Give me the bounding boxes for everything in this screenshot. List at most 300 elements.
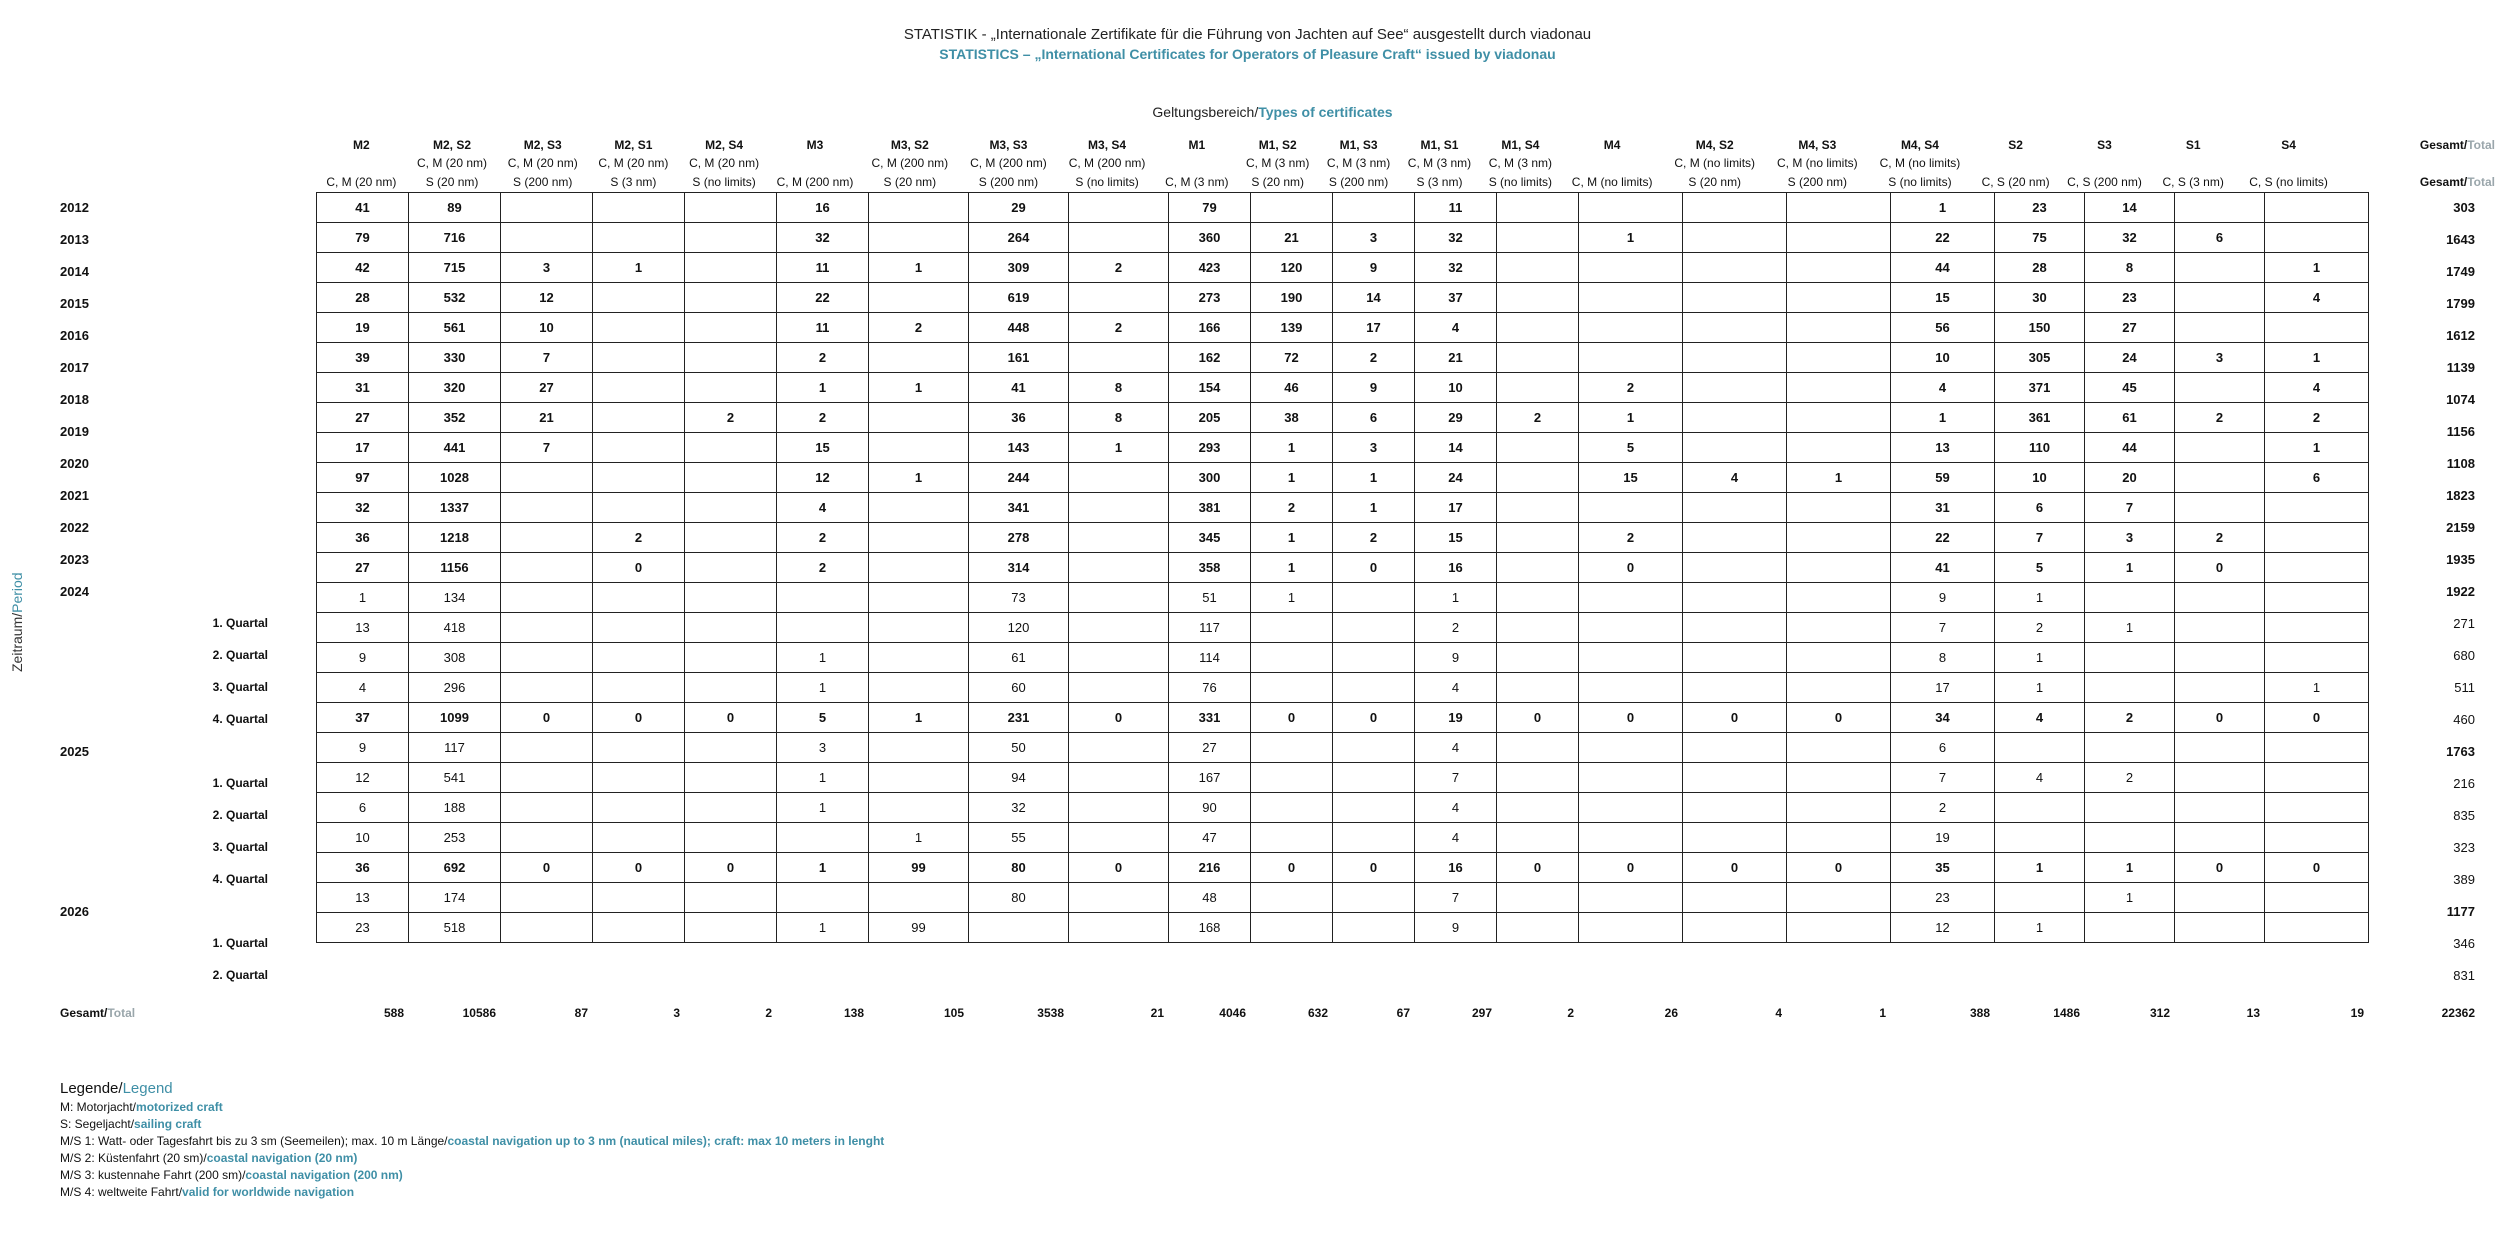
table-cell: 352 — [409, 403, 501, 433]
table-cell: 9 — [1333, 253, 1415, 283]
column-motor-range: C, M (3 nm) — [1407, 156, 1472, 170]
table-cell: 16 — [1415, 853, 1497, 883]
table-cell — [1069, 223, 1169, 253]
table-cell — [1683, 313, 1787, 343]
year-row — [317, 703, 2369, 733]
table-cell — [1683, 733, 1787, 763]
quarter-row — [317, 673, 2369, 703]
quarter-label: 3. Quartal — [212, 840, 268, 854]
table-cell — [1579, 763, 1683, 793]
table-cell — [2085, 643, 2175, 673]
table-cell — [1579, 643, 1683, 673]
table-cell: 5 — [777, 703, 869, 733]
table-cell — [869, 763, 969, 793]
column-motor-range — [316, 154, 407, 172]
table-cell: 31 — [317, 373, 409, 403]
table-cell — [1069, 673, 1169, 703]
column-code: M4, S4 — [1900, 138, 1939, 152]
table-cell: 97 — [317, 463, 409, 493]
table-cell — [1579, 673, 1683, 703]
table-cell — [593, 193, 685, 223]
table-cell — [1787, 403, 1891, 433]
table-cell: 1 — [2085, 853, 2175, 883]
table-cell — [685, 613, 777, 643]
table-cell — [1333, 583, 1415, 613]
table-cell: 619 — [969, 283, 1069, 313]
table-cell: 1 — [1251, 433, 1333, 463]
table-cell: 715 — [409, 253, 501, 283]
table-cell: 17 — [317, 433, 409, 463]
table-cell — [1579, 913, 1683, 943]
column-motor-range: C, M (200 nm) — [1068, 156, 1146, 170]
table-cell: 216 — [1169, 853, 1251, 883]
table-cell — [1995, 793, 2085, 823]
column-motor-range: C, M (200 nm) — [871, 156, 949, 170]
table-cell: 1 — [1891, 193, 1995, 223]
table-cell — [2265, 613, 2369, 643]
table-cell: 541 — [409, 763, 501, 793]
table-cell: 1 — [1333, 493, 1415, 523]
table-cell: 22 — [1891, 523, 1995, 553]
title-english: STATISTICS – „International Certificates for Operators of Pleasure Craft“ issued by viadonau — [939, 46, 1556, 62]
table-cell — [593, 493, 685, 523]
table-cell: 27 — [2085, 313, 2175, 343]
column-motor-range: C, M (no limits) — [1777, 156, 1858, 170]
table-cell: 75 — [1995, 223, 2085, 253]
table-cell: 518 — [409, 913, 501, 943]
legend-item-de: M/S 2: Küstenfahrt (20 sm)/ — [60, 1151, 207, 1165]
table-cell — [1333, 193, 1415, 223]
table-cell — [685, 733, 777, 763]
table-cell: 1 — [869, 823, 969, 853]
table-cell: 8 — [1069, 373, 1169, 403]
table-cell — [1497, 463, 1579, 493]
table-cell: 0 — [2175, 703, 2265, 733]
legend-item-en: coastal navigation (20 nm) — [206, 1151, 358, 1165]
table-cell: 6 — [317, 793, 409, 823]
table-cell — [593, 583, 685, 613]
table-cell — [685, 883, 777, 913]
column-range: S (200 nm) — [1328, 175, 1389, 189]
table-cell: 14 — [1333, 283, 1415, 313]
year-label: 2012 — [60, 200, 89, 215]
column-range: C, S (no limits) — [2249, 175, 2328, 189]
table-cell — [593, 343, 685, 373]
table-cell: 3 — [2085, 523, 2175, 553]
table-cell — [1069, 193, 1169, 223]
table-cell — [501, 823, 593, 853]
column-code: M1, S4 — [1501, 138, 1540, 152]
table-cell: 2 — [1069, 253, 1169, 283]
table-cell — [1683, 613, 1787, 643]
table-cell — [1497, 373, 1579, 403]
table-cell — [1333, 643, 1415, 673]
column-motor-range: C, M (20 nm) — [507, 156, 578, 170]
table-cell: 1 — [1995, 913, 2085, 943]
legend-item-de: M: Motorjacht/ — [60, 1100, 137, 1114]
table-cell — [1579, 793, 1683, 823]
table-cell — [869, 733, 969, 763]
table-cell — [2175, 373, 2265, 403]
row-total: 323 — [2453, 840, 2475, 855]
table-cell — [1683, 373, 1787, 403]
column-code: M4, S3 — [1798, 138, 1837, 152]
table-cell — [1683, 493, 1787, 523]
table-cell — [1579, 343, 1683, 373]
table-cell — [1497, 733, 1579, 763]
table-cell: 3 — [1333, 433, 1415, 463]
table-cell: 1 — [1787, 463, 1891, 493]
row-total: 1074 — [2446, 392, 2475, 407]
total-header-de: Gesamt/ — [2419, 138, 2468, 152]
table-cell: 320 — [409, 373, 501, 403]
table-cell: 72 — [1251, 343, 1333, 373]
table-cell — [501, 223, 593, 253]
table-cell: 4 — [1995, 763, 2085, 793]
column-code: M2, S4 — [705, 138, 744, 152]
table-cell — [1995, 883, 2085, 913]
table-cell — [869, 403, 969, 433]
table-cell: 532 — [409, 283, 501, 313]
table-cell: 7 — [1415, 883, 1497, 913]
scope-label-en: Types of certificates — [1258, 104, 1393, 120]
table-cell: 300 — [1169, 463, 1251, 493]
table-cell: 2 — [1579, 523, 1683, 553]
table-cell: 0 — [1683, 703, 1787, 733]
table-cell: 35 — [1891, 853, 1995, 883]
table-cell: 0 — [593, 553, 685, 583]
table-cell: 1 — [777, 373, 869, 403]
table-cell: 1 — [2265, 343, 2369, 373]
table-cell — [2175, 643, 2265, 673]
table-cell: 309 — [969, 253, 1069, 283]
table-cell: 61 — [969, 643, 1069, 673]
table-cell: 8 — [1069, 403, 1169, 433]
column-range: C, M (no limits) — [1571, 175, 1653, 189]
table-cell — [2175, 463, 2265, 493]
table-cell: 56 — [1891, 313, 1995, 343]
table-cell — [685, 823, 777, 853]
column-motor-range: C, M (3 nm) — [1326, 156, 1391, 170]
grand-total-value: 138 — [843, 1006, 864, 1020]
table-cell — [685, 493, 777, 523]
column-motor-range: C, M (3 nm) — [1488, 156, 1553, 170]
table-cell: 99 — [869, 913, 969, 943]
table-cell — [593, 643, 685, 673]
column-code: M2, S3 — [523, 138, 562, 152]
grand-total-value: 4 — [1775, 1006, 1782, 1020]
table-cell: 41 — [969, 373, 1069, 403]
table-cell: 0 — [1069, 703, 1169, 733]
column-code: M1, S2 — [1258, 138, 1297, 152]
table-cell — [869, 523, 969, 553]
table-cell: 9 — [1415, 643, 1497, 673]
table-cell: 1 — [2265, 673, 2369, 703]
table-cell: 1 — [1995, 673, 2085, 703]
table-cell — [1069, 493, 1169, 523]
table-cell — [593, 613, 685, 643]
table-cell: 1156 — [409, 553, 501, 583]
year-label: 2023 — [60, 552, 89, 567]
table-cell — [869, 493, 969, 523]
table-cell — [1333, 823, 1415, 853]
legend-item — [60, 1099, 884, 1116]
table-cell: 99 — [869, 853, 969, 883]
table-cell: 2 — [685, 403, 777, 433]
table-cell — [1497, 553, 1579, 583]
table-cell — [685, 793, 777, 823]
table-cell: 0 — [685, 703, 777, 733]
table-cell — [501, 913, 593, 943]
table-cell — [1579, 313, 1683, 343]
grand-total-value: 67 — [1396, 1006, 1410, 1020]
table-cell — [1787, 883, 1891, 913]
table-cell: 29 — [969, 193, 1069, 223]
table-cell — [1683, 793, 1787, 823]
column-range: C, M (20 nm) — [326, 175, 397, 189]
table-cell — [1683, 343, 1787, 373]
table-cell: 2 — [777, 523, 869, 553]
table-cell — [777, 613, 869, 643]
table-cell — [2265, 223, 2369, 253]
year-row — [317, 853, 2369, 883]
year-row — [317, 283, 2369, 313]
table-cell: 45 — [2085, 373, 2175, 403]
table-cell: 15 — [777, 433, 869, 463]
quarter-label: 1. Quartal — [212, 936, 268, 950]
table-cell — [777, 583, 869, 613]
table-cell: 134 — [409, 583, 501, 613]
table-cell: 50 — [969, 733, 1069, 763]
table-cell: 12 — [501, 283, 593, 313]
total-header-en: Total — [2467, 175, 2495, 189]
table-cell: 2 — [777, 343, 869, 373]
column-code: S3 — [2097, 138, 2112, 152]
table-cell: 79 — [1169, 193, 1251, 223]
table-cell: 16 — [1415, 553, 1497, 583]
table-cell — [1787, 493, 1891, 523]
table-cell — [869, 613, 969, 643]
table-cell — [1069, 733, 1169, 763]
column-motor-range — [1561, 154, 1664, 172]
table-cell — [1787, 793, 1891, 823]
table-cell — [2265, 643, 2369, 673]
table-cell — [2175, 583, 2265, 613]
table-cell: 0 — [1787, 853, 1891, 883]
table-cell: 1 — [1995, 853, 2085, 883]
table-cell: 32 — [317, 493, 409, 523]
table-cell: 4 — [317, 673, 409, 703]
grand-total-value: 632 — [1307, 1006, 1328, 1020]
table-cell: 36 — [317, 853, 409, 883]
table-cell: 381 — [1169, 493, 1251, 523]
table-cell: 4 — [1415, 823, 1497, 853]
table-cell: 360 — [1169, 223, 1251, 253]
table-cell — [1069, 283, 1169, 313]
grand-total-value: 2 — [765, 1006, 772, 1020]
table-cell: 273 — [1169, 283, 1251, 313]
table-cell: 7 — [2085, 493, 2175, 523]
table-cell: 0 — [1069, 853, 1169, 883]
table-cell: 1 — [1333, 463, 1415, 493]
table-cell — [1995, 823, 2085, 853]
column-code: M2, S1 — [614, 138, 653, 152]
table-cell: 15 — [1579, 463, 1683, 493]
table-cell — [1497, 823, 1579, 853]
row-total: 1108 — [2446, 456, 2475, 471]
table-cell — [869, 583, 969, 613]
table-cell: 2 — [2085, 763, 2175, 793]
table-cell: 1 — [777, 763, 869, 793]
column-motor-range: C, M (3 nm) — [1246, 156, 1310, 170]
table-cell: 94 — [969, 763, 1069, 793]
legend-item-en: coastal navigation (200 nm) — [245, 1168, 403, 1182]
grand-total-value: 1 — [1879, 1006, 1886, 1020]
table-cell — [1497, 523, 1579, 553]
table-cell: 162 — [1169, 343, 1251, 373]
table-cell: 44 — [2085, 433, 2175, 463]
table-cell: 1 — [777, 853, 869, 883]
table-cell: 190 — [1251, 283, 1333, 313]
table-cell — [2175, 913, 2265, 943]
table-cell — [1579, 613, 1683, 643]
table-cell: 1 — [2085, 553, 2175, 583]
table-cell: 13 — [317, 613, 409, 643]
year-label: 2013 — [60, 232, 89, 247]
table-cell: 9 — [317, 733, 409, 763]
legend-item-en: sailing craft — [134, 1117, 202, 1131]
table-cell: 0 — [685, 853, 777, 883]
table-cell — [1579, 823, 1683, 853]
table-cell — [1787, 313, 1891, 343]
table-cell: 0 — [1333, 703, 1415, 733]
table-cell: 27 — [501, 373, 593, 403]
grand-total-value: 2 — [1567, 1006, 1574, 1020]
quarter-row — [317, 583, 2369, 613]
table-cell — [685, 343, 777, 373]
table-cell: 692 — [409, 853, 501, 883]
table-cell — [2175, 433, 2265, 463]
table-cell: 19 — [1415, 703, 1497, 733]
table-cell — [685, 313, 777, 343]
table-cell — [1333, 793, 1415, 823]
quarter-row — [317, 643, 2369, 673]
legend-title — [60, 1080, 884, 1097]
column-range: S (20 nm) — [1688, 175, 1742, 189]
table-cell — [1787, 193, 1891, 223]
table-cell — [1683, 523, 1787, 553]
table-cell — [501, 673, 593, 703]
year-label: 2024 — [60, 584, 89, 599]
legend-item — [60, 1184, 884, 1201]
table-cell — [1251, 883, 1333, 913]
table-cell — [501, 583, 593, 613]
column-range: S (200 nm) — [1787, 175, 1848, 189]
column-range: S (200 nm) — [513, 175, 573, 189]
table-cell — [1579, 583, 1683, 613]
table-cell: 330 — [409, 343, 501, 373]
table-cell — [1579, 283, 1683, 313]
table-cell: 15 — [1891, 283, 1995, 313]
table-cell — [2175, 763, 2265, 793]
table-cell — [1787, 433, 1891, 463]
column-range: C, M (3 nm) — [1165, 175, 1229, 189]
grand-total-label-en: Total — [107, 1006, 136, 1020]
table-cell — [501, 613, 593, 643]
row-total: 511 — [2454, 680, 2475, 695]
table-cell: 561 — [409, 313, 501, 343]
column-code: M4, S2 — [1695, 138, 1734, 152]
header-row-codes — [316, 136, 2495, 154]
table-cell: 12 — [317, 763, 409, 793]
table-cell — [1787, 643, 1891, 673]
table-cell: 38 — [1251, 403, 1333, 433]
column-range: S (no limits) — [1075, 175, 1139, 189]
column-range: S (20 nm) — [425, 175, 479, 189]
grand-total-value: 105 — [943, 1006, 964, 1020]
table-cell — [501, 523, 593, 553]
table-cell: 27 — [317, 403, 409, 433]
table-cell: 23 — [2085, 283, 2175, 313]
year-label: 2018 — [60, 392, 89, 407]
year-row — [317, 553, 2369, 583]
column-range: S (20 nm) — [883, 175, 937, 189]
table-cell: 1 — [1579, 403, 1683, 433]
table-cell: 117 — [409, 733, 501, 763]
year-label: 2019 — [60, 424, 89, 439]
table-cell — [685, 523, 777, 553]
table-cell — [501, 763, 593, 793]
table-cell — [593, 673, 685, 703]
table-cell — [1579, 253, 1683, 283]
table-cell — [2175, 283, 2265, 313]
table-cell: 139 — [1251, 313, 1333, 343]
table-cell: 1 — [2085, 883, 2175, 913]
table-cell — [869, 883, 969, 913]
table-cell — [2175, 253, 2265, 283]
column-motor-range: C, M (20 nm) — [417, 156, 488, 170]
table-cell: 7 — [501, 343, 593, 373]
table-cell: 2 — [777, 403, 869, 433]
year-label: 2017 — [60, 360, 89, 375]
row-total: 1799 — [2446, 296, 2475, 311]
table-cell — [685, 373, 777, 403]
table-cell — [869, 673, 969, 703]
quarter-label: 1. Quartal — [212, 616, 268, 630]
column-code: M4 — [1603, 138, 1621, 152]
table-cell: 2 — [777, 553, 869, 583]
table-cell: 2 — [2175, 523, 2265, 553]
grand-total-value: 297 — [1471, 1006, 1492, 1020]
certificate-data-grid — [316, 192, 2369, 943]
table-cell — [685, 463, 777, 493]
table-cell: 0 — [1683, 853, 1787, 883]
table-cell: 79 — [317, 223, 409, 253]
grand-total-value: 3 — [673, 1006, 680, 1020]
table-cell — [1251, 763, 1333, 793]
column-motor-range — [2149, 154, 2237, 172]
table-cell: 23 — [317, 913, 409, 943]
table-cell — [2265, 793, 2369, 823]
column-code: M3, S2 — [890, 138, 929, 152]
table-cell — [1579, 733, 1683, 763]
table-cell — [869, 283, 969, 313]
table-cell — [501, 883, 593, 913]
column-range: C, S (20 nm) — [1981, 175, 2050, 189]
table-cell: 358 — [1169, 553, 1251, 583]
table-cell — [2265, 763, 2369, 793]
table-cell: 143 — [969, 433, 1069, 463]
